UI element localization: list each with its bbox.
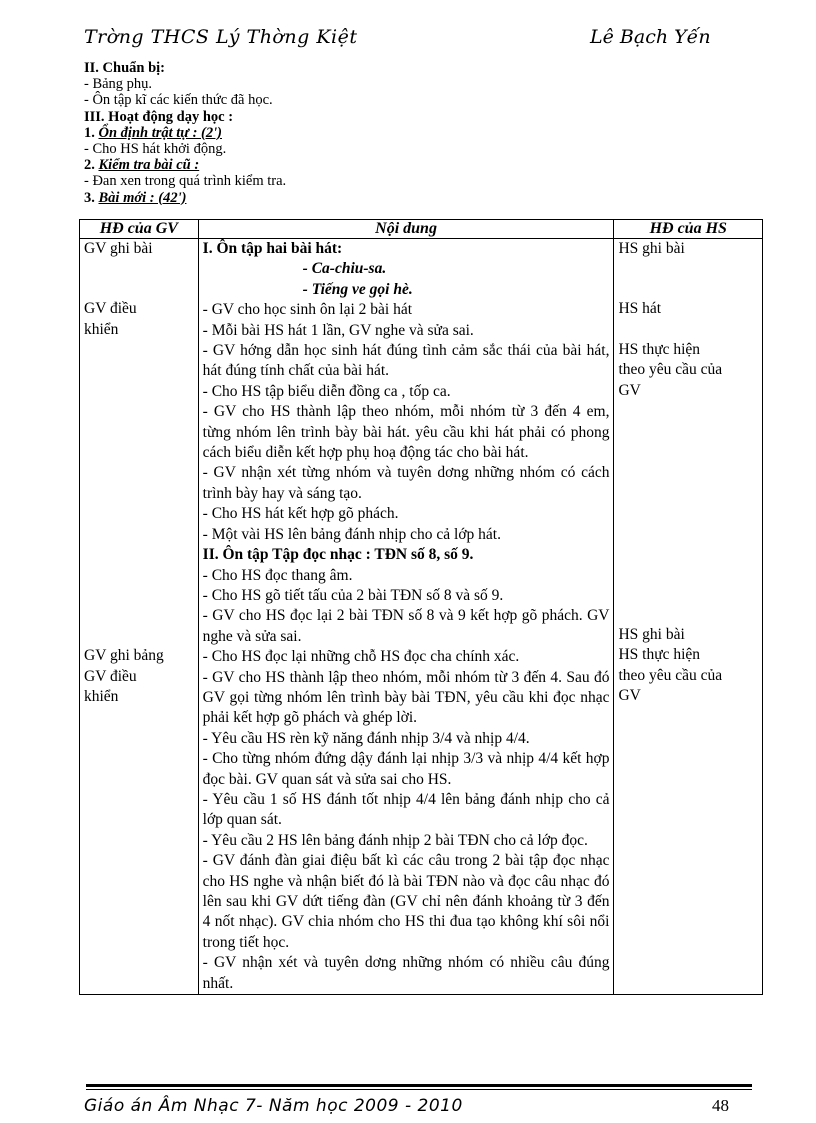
content-line: - Cho HS đọc thang âm. <box>202 566 353 584</box>
heading-activities: III. Hoạt động dạy học : <box>84 108 234 125</box>
table-header-row <box>80 220 763 239</box>
step-number: 1. <box>84 124 95 141</box>
student-activity: GV <box>618 687 641 705</box>
page-number: 48 <box>712 1096 729 1115</box>
content-line: - Yêu cầu 1 số HS đánh tốt nhịp 4/4 lên bảng đánh nhịp cho cả lớp quan sát. <box>202 790 610 829</box>
teacher-activity: GV ghi bảng <box>84 647 164 665</box>
content-line: - Cho HS đọc lại những chỗ HS đọc cha chính xác. <box>202 648 520 666</box>
step-title: Ổn định trật tự : (2') <box>98 124 222 141</box>
student-activity-cell <box>614 239 763 995</box>
content-line: - Cho HS gõ tiết tấu của 2 bài TĐN số 8 và số 9. <box>202 586 504 604</box>
song-title: - Tiếng ve gọi hè. <box>302 280 413 298</box>
teacher-activity: GV ghi bài <box>84 240 153 257</box>
col-header-content: Nội dung <box>198 220 614 239</box>
step-number: 3. <box>84 189 95 206</box>
content-line: - GV đánh đàn giai điệu bất kì các câu trong 2 bài tập đọc nhạc cho HS nghe và nhận biết đó là bài TĐN nào và đọc câu nhạc đó lên sau khi GV dứt tiếng đàn (GV chỉ nên đánh khoảng từ 3 đến 4 nốt nhạc). GV chia nhóm cho HS thi đua tạo không khí sôi nổi trong tiết học. <box>202 852 610 951</box>
header-teacher: Lê Bạch Yến <box>590 26 711 48</box>
preparation-section <box>84 60 764 206</box>
content-line: - Cho HS tập biểu diễn đồng ca , tốp ca. <box>202 382 451 400</box>
student-activity: theo yêu cầu của <box>618 361 723 379</box>
step-title: Kiểm tra bài cũ : <box>98 157 200 174</box>
heading-preparation: II. Chuẩn bị: <box>84 60 165 76</box>
step-title: Bài mới : (42') <box>98 189 187 206</box>
step-2-text: - Đan xen trong quá trình kiểm tra. <box>84 173 287 190</box>
student-activity: HS hát <box>618 300 662 318</box>
col-header-student: HĐ của HS <box>614 220 763 239</box>
step-3-heading <box>84 190 764 206</box>
step-1-text: - Cho HS hát khởi động. <box>84 141 227 158</box>
content-line: - Yêu cầu 2 HS lên bảng đánh nhịp 2 bài TĐN cho cả lớp đọc. <box>202 831 588 849</box>
student-activity: HS thực hiện <box>618 340 701 358</box>
teacher-activity: GV điều <box>84 300 137 318</box>
header-school: Trờng THCS Lý Thờng Kiệt <box>84 26 358 48</box>
content-line: - Mỗi bài HS hát 1 lần, GV nghe và sửa sai. <box>202 321 474 339</box>
step-1-heading <box>84 125 764 141</box>
content-line: - Cho từng nhóm đứng dậy đánh lại nhịp 3/3 và nhịp 4/4 kết hợp đọc bài. GV quan sát và sửa sai cho HS. <box>202 750 610 788</box>
song-title: - Ca-chiu-sa. <box>302 260 387 278</box>
content-line: - GV hớng dẫn học sinh hát đúng tình cảm sắc thái của bài hát, hát đúng tính chất của bài hát. <box>202 342 610 380</box>
prep-item: - Ôn tập kĩ các kiến thức đã học. <box>84 92 273 109</box>
content-line: - Một vài HS lên bảng đánh nhịp cho cả lớp hát. <box>202 525 501 543</box>
footer-title: Giáo án Âm Nhạc 7- Năm học 2009 - 2010 <box>84 1096 463 1116</box>
section-title: I. Ôn tập hai bài hát: <box>202 240 343 257</box>
col-header-teacher: HĐ của GV <box>80 220 199 239</box>
teacher-activity: GV điều <box>84 667 137 685</box>
content-line: - GV cho HS thành lập theo nhóm, mỗi nhóm từ 3 đến 4. Sau đó GV gọi từng nhóm lên trình bày bài TĐN, yêu cầu khi đọc nhạc phải kết hợp gõ phách và ghép lời. <box>202 668 610 727</box>
teacher-activity: khiển <box>84 688 119 706</box>
content-line: - GV cho học sinh ôn lại 2 bài hát <box>202 301 413 319</box>
teacher-activity: khiển <box>84 320 119 338</box>
content-line: - GV cho HS đọc lại 2 bài TĐN số 8 và 9 kết hợp gõ phách. GV nghe và sửa sai. <box>202 607 610 645</box>
step-number: 2. <box>84 157 95 174</box>
footer-divider <box>86 1089 752 1090</box>
content-cell <box>198 239 614 995</box>
content-line: - Cho HS hát kết hợp gõ phách. <box>202 505 399 523</box>
prep-item: - Bảng phụ. <box>84 76 153 93</box>
content-line: - GV nhận xét từng nhóm và tuyên dơng những nhóm có cách trình bày hay và sáng tạo. <box>202 464 610 502</box>
table-row <box>80 239 763 995</box>
section-title: II. Ôn tập Tập đọc nhạc : TĐN số 8, số 9. <box>202 546 474 564</box>
content-line: - GV cho HS thành lập theo nhóm, mỗi nhóm từ 3 đến 4 em, từng nhóm lên trình bày bài hát. yêu cầu khi hát phải có phong cách biểu diễn kết hợp phụ hoạ động tác cho bài hát. <box>202 403 610 462</box>
student-activity: HS ghi bài <box>618 626 685 644</box>
student-activity: HS thực hiện <box>618 646 701 664</box>
student-activity: HS ghi bài <box>618 240 685 257</box>
footer-divider <box>86 1084 752 1087</box>
lesson-table <box>79 219 763 995</box>
teacher-activity-cell <box>80 239 199 995</box>
student-activity: theo yêu cầu của <box>618 666 723 684</box>
step-2-heading <box>84 157 764 173</box>
student-activity: GV <box>618 381 641 399</box>
content-line: - Yêu cầu HS rèn kỹ năng đánh nhịp 3/4 và nhịp 4/4. <box>202 729 530 747</box>
content-line: - GV nhận xét và tuyên dơng những nhóm có nhiều câu đúng nhất. <box>202 954 610 992</box>
